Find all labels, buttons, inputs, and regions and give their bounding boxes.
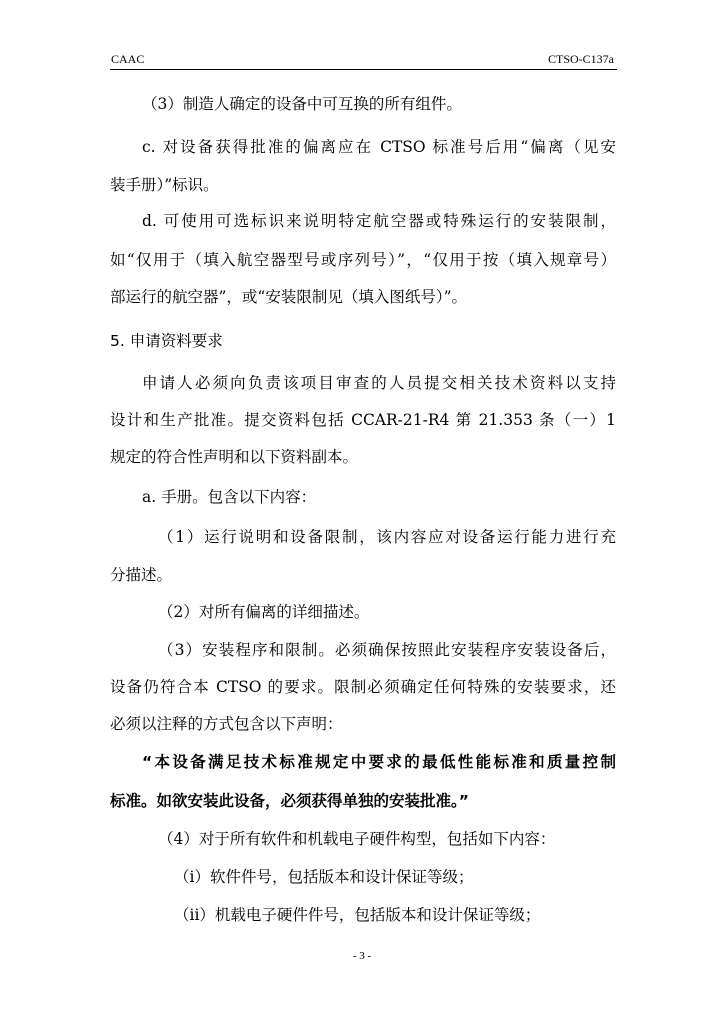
section-heading: 5. 申请资料要求 [110, 332, 223, 350]
text-line: 规定的符合性声明和以下资料副本。 [110, 448, 359, 466]
text-line: （ii）机载电子硬件件号，包括版本和设计保证等级； [174, 906, 541, 924]
text-line: （4）对于所有软件和机载电子硬件构型，包括如下内容： [158, 830, 556, 848]
page-number: - 3 - [352, 950, 372, 962]
text-line: c. 对设备获得批准的偏离应在 CTSO 标准号后用“偏离（见安 [142, 138, 616, 156]
bold-statement-line: 标准。如欲安装此设备，必须获得单独的安装批准。” [110, 792, 469, 810]
header-left: CAAC [111, 52, 145, 66]
header-right: CTSO-C137a [548, 52, 614, 66]
text-line: 如“仅用于（填入航空器型号或序列号）”，“仅用于按（填入规章号） [110, 251, 616, 269]
bold-statement-line: “本设备满足技术标准规定中要求的最低性能标准和质量控制 [142, 753, 616, 771]
text-line: d. 可使用可选标识来说明特定航空器或特殊运行的安装限制， [142, 212, 616, 230]
text-line: 分描述。 [110, 566, 173, 584]
text-line: 必须以注释的方式包含以下声明： [110, 715, 343, 733]
text-line: （3）安装程序和限制。必须确保按照此安装程序安装设备后， [158, 641, 616, 659]
text-line: 申请人必须向负责该项目审查的人员提交相关技术资料以支持 [142, 374, 616, 392]
text-line: 设计和生产批准。提交资料包括 CCAR-21-R4 第 21.353 条（一）1 [110, 411, 616, 429]
text-line: 部运行的航空器”，或“安装限制见（填入图纸号）”。 [110, 288, 468, 306]
text-line: （2）对所有偏离的详细描述。 [158, 603, 370, 621]
text-line: 装手册）”标识。 [110, 176, 219, 194]
header-rule [110, 69, 617, 70]
text-line: （1）运行说明和设备限制，该内容应对设备运行能力进行充 [158, 528, 616, 546]
text-line: （3）制造人确定的设备中可互换的所有组件。 [142, 95, 462, 113]
text-line: 设备仍符合本 CTSO 的要求。限制必须确定任何特殊的安装要求，还 [110, 678, 616, 696]
text-line: a. 手册。包含以下内容： [142, 488, 317, 506]
text-line: （i）软件件号，包括版本和设计保证等级； [174, 868, 474, 886]
